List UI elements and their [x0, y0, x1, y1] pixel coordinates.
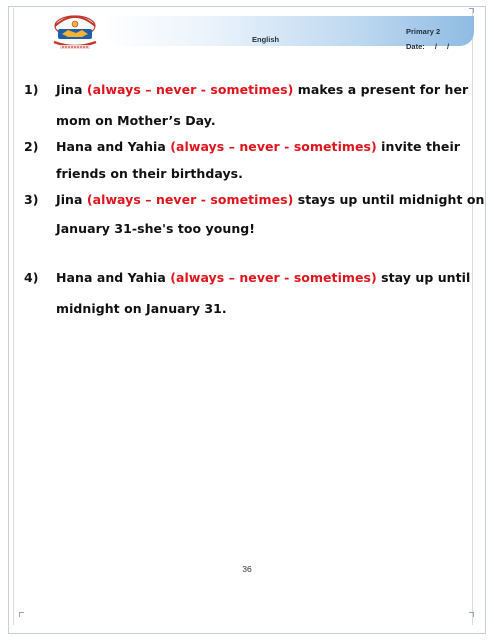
subject-label: English	[252, 35, 280, 44]
page-inner-border	[13, 8, 473, 625]
question-continuation: midnight on January 31.	[56, 301, 227, 316]
question-subject: Jina	[56, 192, 87, 207]
date-separator: /	[447, 42, 450, 51]
corner-mark-bottom-right	[469, 612, 474, 617]
question-number: 4)	[24, 270, 39, 285]
adverb-options: (always – never - sometimes)	[170, 139, 377, 154]
school-crest-logo-icon	[46, 12, 104, 56]
question-line	[56, 270, 470, 285]
page-number: 36	[242, 564, 252, 574]
question-line	[56, 82, 468, 97]
date-separator: /	[434, 42, 437, 51]
question-number: 3)	[24, 192, 39, 207]
question-continuation: mom on Mother’s Day.	[56, 113, 216, 128]
date-label: Date:	[406, 42, 425, 51]
question-number: 1)	[24, 82, 39, 97]
question-subject: Hana and Yahia	[56, 270, 171, 285]
question-subject: Jina	[56, 82, 87, 97]
question-predicate: makes a present for her	[293, 82, 469, 97]
question-predicate: stay up until	[376, 270, 471, 285]
question-subject: Hana and Yahia	[56, 139, 171, 154]
question-line	[56, 139, 460, 154]
question-continuation: January 31-she's too young!	[56, 221, 256, 236]
adverb-options: (always – never - sometimes)	[86, 192, 294, 207]
question-number: 2)	[24, 139, 39, 154]
page-header	[22, 10, 474, 50]
question-predicate: stays up until midnight on	[293, 192, 485, 207]
adverb-options: (always – never - sometimes)	[86, 82, 294, 97]
corner-mark-bottom-left	[19, 612, 24, 617]
question-line	[56, 192, 484, 207]
adverb-options: (always – never - sometimes)	[170, 270, 377, 285]
date-field	[406, 42, 449, 51]
question-continuation: friends on their birthdays.	[56, 166, 243, 181]
question-predicate: invite their	[376, 139, 460, 154]
grade-label: Primary 2	[406, 27, 441, 36]
